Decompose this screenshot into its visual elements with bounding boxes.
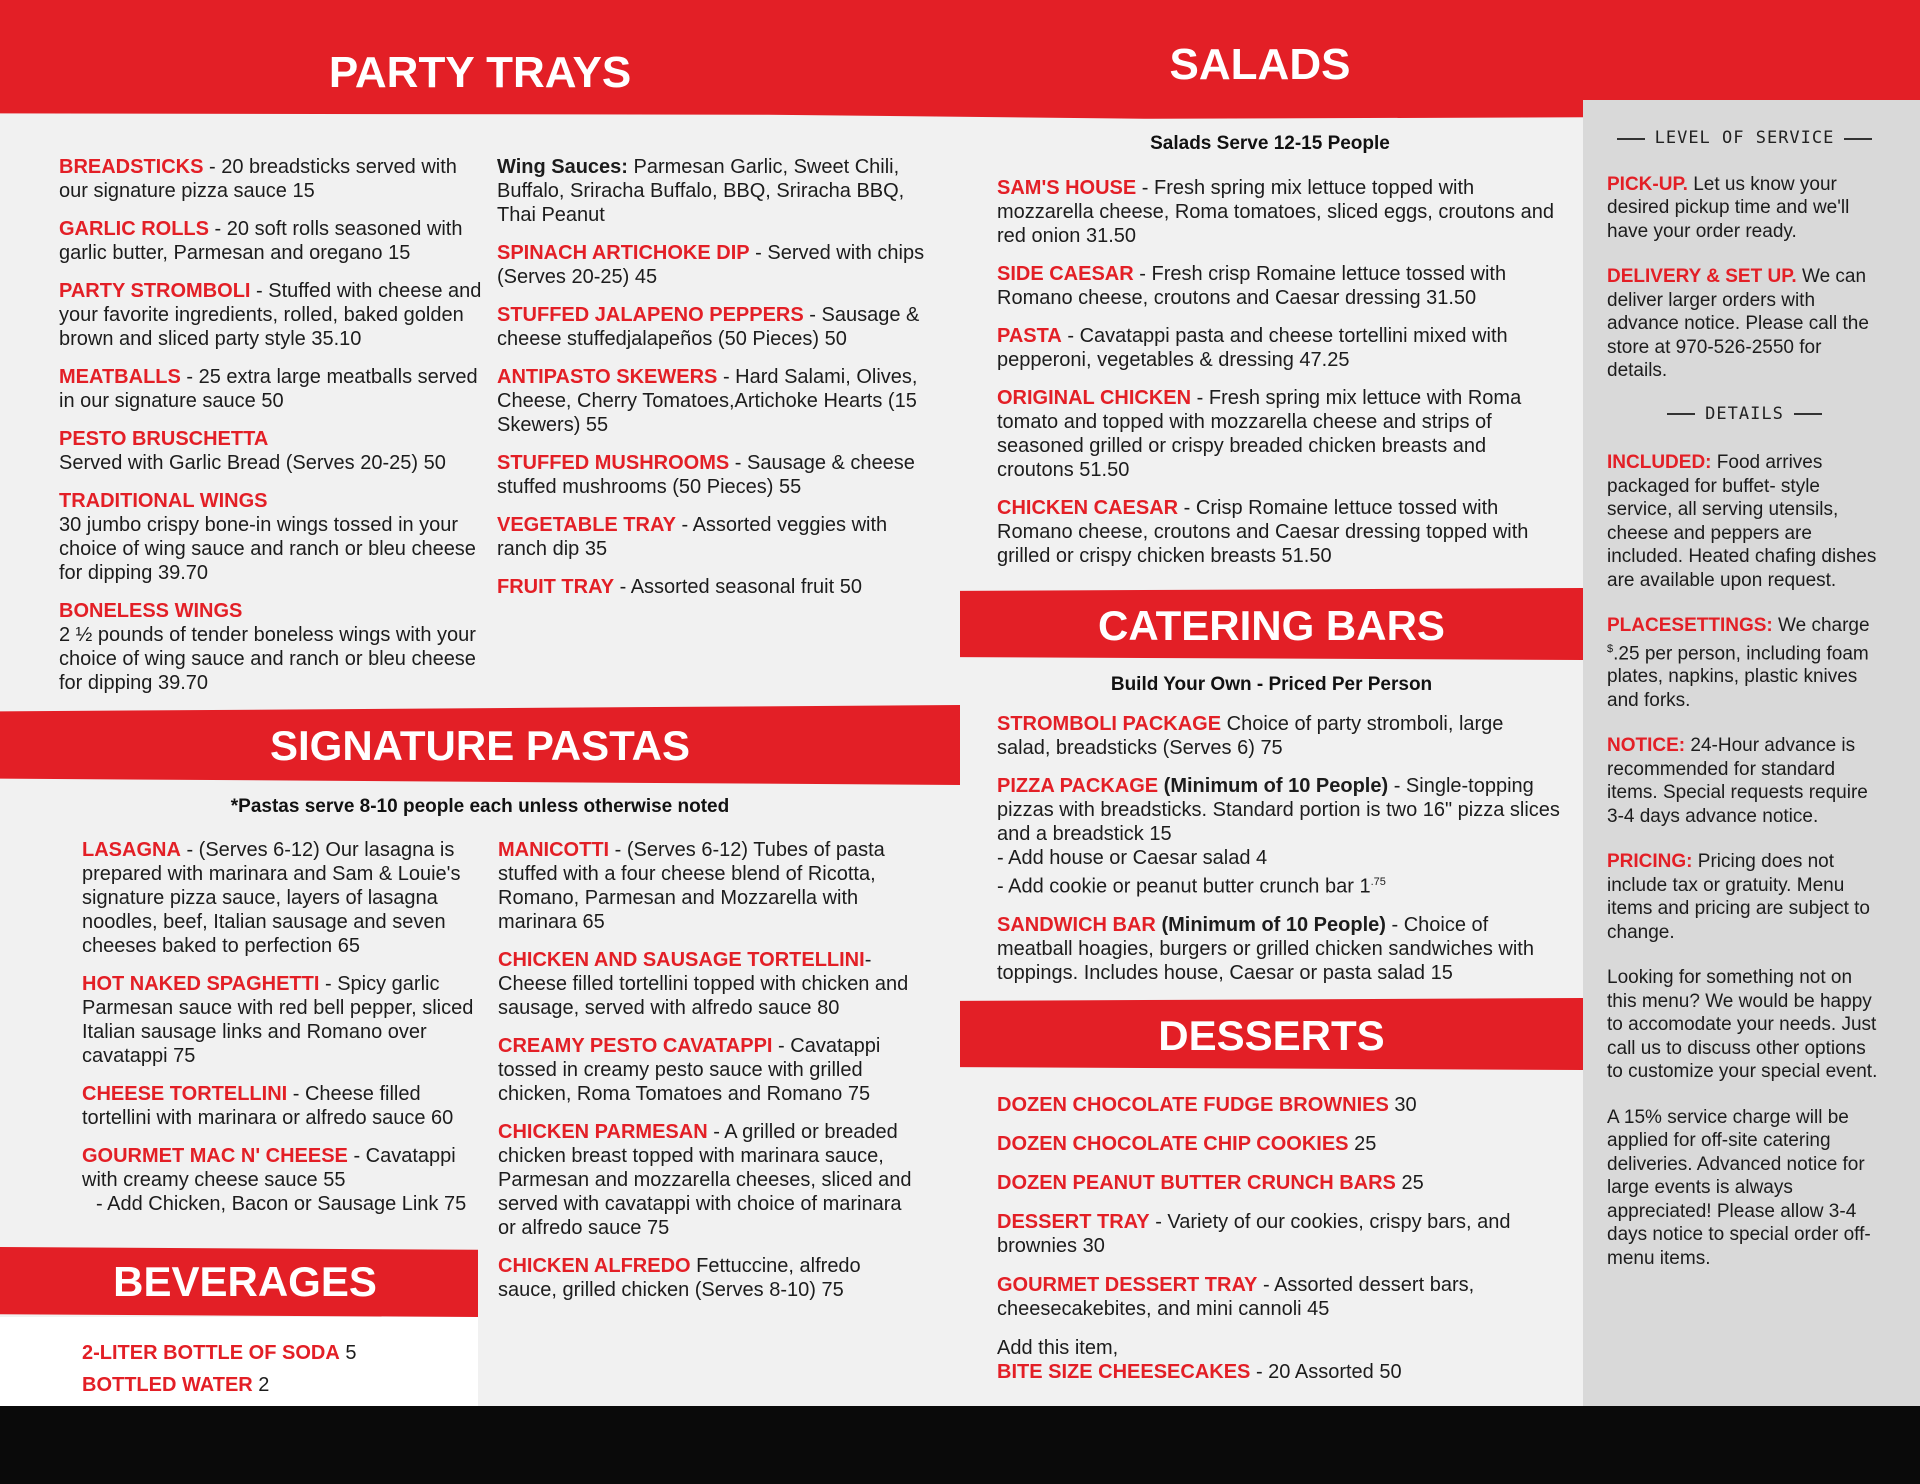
delivery-label: DELIVERY & SET UP. <box>1607 266 1797 287</box>
item-desc: - Spicy garlic Parmesan sauce with red bell pepper, sliced Italian sausage links and Romano over cavatappi 75 <box>82 973 474 1067</box>
pastas-note: *Pastas serve 8-10 people each unless otherwise noted <box>230 796 730 817</box>
menu-item <box>498 948 918 1020</box>
menu-item <box>498 1120 918 1240</box>
item-name: PASTA <box>997 325 1062 347</box>
pizza-addon-cookie <box>997 870 1562 899</box>
sandwich-min: (Minimum of 10 People) <box>1155 913 1386 936</box>
notice-text: 24-Hour advance is recommended for standard items. Special requests require 3-4 days advance notice. <box>1607 735 1868 827</box>
menu-item <box>59 365 484 413</box>
stromboli-package <box>997 712 1562 760</box>
mac-addon: - Add Chicken, Bacon or Sausage Link 75 <box>96 1193 467 1215</box>
pizza-addon-cookie-text: - Add cookie or peanut butter crunch bar 1 <box>997 875 1371 898</box>
item-desc: - Cavatappi tossed in creamy pesto sauce with grilled chicken, Roma Tomatoes and Romano 75 <box>498 1035 881 1105</box>
menu-item <box>82 972 482 1068</box>
menu-item <box>997 262 1557 310</box>
item-desc: - A grilled or breaded chicken breast topped with marinara sauce, Parmesan and mozzarella cheeses, sliced and served with cavatappi with choice of marinara or alfredo sauce 75 <box>498 1121 912 1239</box>
item-desc: - Sausage & cheese stuffedjalapeños (50 Pieces) 50 <box>497 304 920 350</box>
included-text: Food arrives packaged for buffet- style service, all serving utensils, cheese and peppers are included. Heated chafing dishes are available upon request. <box>1607 452 1877 591</box>
item-name: MANICOTTI <box>498 839 610 861</box>
item-desc: - Cheese filled tortellini topped with chicken and sausage, served with alfredo sauce 80 <box>498 949 909 1019</box>
item-desc: 5 <box>339 1342 357 1364</box>
item-name: GOURMET MAC N' CHEESE <box>82 1145 348 1167</box>
item-desc: Served with Garlic Bread (Serves 20-25) 50 <box>59 452 446 474</box>
item-desc: 2 <box>252 1374 270 1396</box>
item-name: ANTIPASTO SKEWERS <box>497 366 718 388</box>
menu-item <box>997 386 1557 482</box>
menu-item <box>997 324 1557 372</box>
heading-rule-right <box>1844 138 1872 140</box>
menu-item <box>497 513 937 561</box>
item-desc: 30 <box>1388 1094 1417 1116</box>
item-desc: Fettuccine, alfredo sauce, grilled chicken (Serves 8-10) 75 <box>498 1255 861 1301</box>
item-desc: - Cheese filled tortellini with marinara or alfredo sauce 60 <box>82 1083 454 1129</box>
item-desc: - Served with chips (Serves 20-25) 45 <box>497 242 925 288</box>
pricing-info <box>1607 850 1882 944</box>
item-name: MEATBALLS <box>59 366 181 388</box>
menu-item <box>59 427 484 475</box>
delivery-text: We can deliver larger orders with advance notice. Please call the store at 970-526-2550 for details. <box>1607 266 1869 381</box>
dollar-sign: $ <box>1607 642 1614 655</box>
menu-item <box>497 451 937 499</box>
item-name: PESTO BRUSCHETTA <box>59 428 269 450</box>
looking-info: Looking for something not on this menu? We would be happy to accomodate your needs. Just call us to discuss other options to customize your special event. <box>1607 967 1878 1083</box>
item-name: BONELESS WINGS <box>59 600 243 622</box>
desserts-list <box>997 1093 1557 1384</box>
menu-item <box>59 489 484 585</box>
menu-item <box>59 217 484 265</box>
wing-sauces-text: Parmesan Garlic, Sweet Chili, Buffalo, Sriracha Buffalo, BBQ, Sriracha BBQ, Thai Peanut <box>497 156 905 226</box>
item-name: GOURMET DESSERT TRAY <box>997 1274 1258 1296</box>
item-desc: - Fresh spring mix lettuce with Roma tomato and topped with mozzarella cheese and strips of seasoned grilled or crispy breaded chicken breasts and croutons 51.50 <box>997 387 1522 481</box>
menu-item <box>82 1082 482 1130</box>
pickup-label: PICK-UP. <box>1607 173 1688 195</box>
beverages-title: BEVERAGES <box>113 1258 377 1305</box>
sandwich-name: SANDWICH BAR <box>997 913 1156 936</box>
item-name: CHICKEN PARMESAN <box>498 1121 708 1143</box>
item-name: BREADSTICKS <box>59 156 204 178</box>
item-name: ORIGINAL CHICKEN <box>997 387 1192 409</box>
placesettings-label: PLACESETTINGS: <box>1607 615 1773 636</box>
item-name: FRUIT TRAY <box>497 576 615 598</box>
item-desc: - (Serves 6-12) Our lasagna is prepared with marinara and Sam & Louie's signature pizza sauce, layers of lasagna noodles, beef, Italian sausage and seven cheeses baked to perfection 65 <box>82 839 461 957</box>
wing-sauces-label: Wing Sauces: <box>497 156 628 178</box>
item-name: TRADITIONAL WINGS <box>59 490 268 512</box>
placesettings-info <box>1607 614 1882 712</box>
item-desc: - Fresh spring mix lettuce topped with mozzarella cheese, Roma tomatoes, sliced eggs, croutons and red onion 31.50 <box>997 177 1554 247</box>
item-desc: - 25 extra large meatballs served in our signature sauce 50 <box>59 366 478 412</box>
level-of-service-heading <box>1607 127 1882 151</box>
item-desc: - Sausage & cheese stuffed mushrooms (50 Pieces) 55 <box>497 452 915 498</box>
menu-item <box>59 599 484 695</box>
item-desc: - Assorted dessert bars, cheesecakebites, and mini cannoli 45 <box>997 1274 1475 1320</box>
salads-list <box>997 176 1557 582</box>
pastas-title: SIGNATURE PASTAS <box>269 722 691 769</box>
stromboli-name: STROMBOLI PACKAGE <box>997 713 1222 735</box>
menu-item <box>82 1338 462 1368</box>
item-desc: 25 <box>1348 1133 1377 1155</box>
item-desc: - 20 breadsticks served with our signature pizza sauce 15 <box>59 156 457 202</box>
item-desc: 25 <box>1395 1172 1424 1194</box>
bottom-bar <box>0 1406 1920 1484</box>
item-name: DESSERT TRAY <box>997 1211 1150 1233</box>
placesettings-text-1: We charge <box>1772 615 1870 636</box>
item-desc: - Hard Salami, Olives, Cheese, Cherry Tomatoes,Artichoke Hearts (15 Skewers) 55 <box>497 366 918 436</box>
dessert-add-text: Add this item, <box>997 1337 1119 1359</box>
salads-title: SALADS <box>1169 40 1351 89</box>
item-name: CHEESE TORTELLINI <box>82 1083 288 1105</box>
pickup-text: Let us know your desired pickup time and we'll have your order ready. <box>1607 173 1850 242</box>
party-trays-left <box>59 155 484 709</box>
placesettings-text-2: .25 per person, including foam plates, napkins, plastic knives and forks. <box>1607 642 1869 711</box>
item-name: DOZEN CHOCOLATE FUDGE BROWNIES <box>997 1094 1389 1116</box>
details-text: DETAILS <box>1705 403 1784 424</box>
menu-item <box>497 575 937 599</box>
item-desc: - Crisp Romaine lettuce tossed with Romano cheese, croutons and Caesar dressing topped with grilled or crispy chicken breasts 51.50 <box>997 497 1529 567</box>
item-desc: - 20 soft rolls seasoned with garlic butter, Parmesan and oregano 15 <box>59 218 463 264</box>
pizza-addon-cookie-cents: .75 <box>1370 876 1386 888</box>
notice-label: NOTICE: <box>1607 735 1686 757</box>
heading-rule-left <box>1667 413 1695 415</box>
item-name: DOZEN CHOCOLATE CHIP COOKIES <box>997 1133 1349 1155</box>
heading-rule-right <box>1794 413 1822 415</box>
bite-desc: - 20 Assorted 50 <box>1250 1361 1402 1383</box>
item-name: LASAGNA <box>82 839 181 861</box>
item-desc: - Assorted seasonal fruit 50 <box>614 576 862 598</box>
menu-item <box>997 1210 1557 1258</box>
menu-item <box>498 838 918 934</box>
item-desc: - Stuffed with cheese and your favorite ingredients, rolled, baked golden brown and sliced party style 35.10 <box>59 280 482 350</box>
catering-title: CATERING BARS <box>1098 602 1445 649</box>
item-name: STUFFED JALAPENO PEPPERS <box>497 304 804 326</box>
item-name: CHICKEN ALFREDO <box>498 1255 691 1277</box>
menu-item <box>497 365 937 437</box>
item-name: SIDE CAESAR <box>997 263 1134 285</box>
pricing-label: PRICING: <box>1607 851 1693 873</box>
delivery-info <box>1607 265 1882 383</box>
pastas-left <box>82 838 482 1216</box>
item-name: HOT NAKED SPAGHETTI <box>82 973 320 995</box>
item-name: PARTY STROMBOLI <box>59 280 251 302</box>
pizza-min: (Minimum of 10 People) <box>1158 775 1389 797</box>
level-of-service-text: LEVEL OF SERVICE <box>1654 128 1835 148</box>
service-panel <box>1583 100 1920 1406</box>
menu-item <box>997 1132 1557 1156</box>
pizza-desc: - Single-topping pizzas with breadsticks. Standard portion is two 16" pizza slices and a breadstick 15 <box>997 775 1560 845</box>
item-name: SPINACH ARTICHOKE DIP <box>497 242 750 264</box>
item-name: 2-LITER BOTTLE OF SODA <box>82 1342 340 1364</box>
item-name: SAM'S HOUSE <box>997 177 1137 199</box>
wing-sauces <box>497 155 937 227</box>
catering-note: Build Your Own - Priced Per Person <box>1110 674 1433 695</box>
menu-item <box>997 1171 1557 1195</box>
item-desc: - Fresh crisp Romaine lettuce tossed with Romano cheese, croutons and Caesar dressing 31.50 <box>997 263 1507 309</box>
menu-item <box>997 1093 1557 1117</box>
menu-item <box>997 1273 1557 1321</box>
pastas-right <box>498 838 918 1316</box>
menu-item <box>997 176 1557 248</box>
item-name: CREAMY PESTO CAVATAPPI <box>498 1035 773 1057</box>
catering-list <box>997 712 1562 999</box>
included-label: INCLUDED: <box>1607 452 1712 473</box>
menu-item <box>497 303 937 351</box>
menu-item <box>82 1144 482 1192</box>
desserts-title: DESSERTS <box>1158 1012 1385 1059</box>
item-name: CHICKEN CAESAR <box>997 497 1179 519</box>
sandwich-desc: - Choice of meatball hoagies, burgers or grilled chicken sandwiches with toppings. Includes house, Caesar or pasta salad 15 <box>997 913 1534 984</box>
details-heading <box>1607 403 1882 427</box>
menu-item <box>498 1034 918 1106</box>
service-charge-info: A 15% service charge will be applied for off-site catering deliveries. Advanced notice for large events is always appreciated! Please allow 3-4 days notice to special order off-menu items. <box>1607 1106 1871 1269</box>
sandwich-bar <box>997 913 1562 985</box>
item-name: VEGETABLE TRAY <box>497 514 676 536</box>
pizza-addon-salad: - Add house or Caesar salad 4 <box>997 847 1268 869</box>
party-trays-title: PARTY TRAYS <box>328 48 632 97</box>
item-name: BOTTLED WATER <box>82 1374 253 1396</box>
item-desc: - (Serves 6-12) Tubes of pasta stuffed with a four cheese blend of Ricotta, Romano, Parmesan and Mozzarella with marinara 65 <box>498 839 885 933</box>
item-desc: - Cavatappi with creamy cheese sauce 55 <box>82 1145 456 1191</box>
item-name: STUFFED MUSHROOMS <box>497 452 730 474</box>
menu-item <box>82 838 482 958</box>
pricing-text: Pricing does not include tax or gratuity. Menu items and pricing are subject to change. <box>1607 851 1870 943</box>
menu-item <box>498 1254 918 1302</box>
menu-item <box>997 496 1557 568</box>
included-info <box>1607 451 1882 592</box>
item-desc: - Cavatappi pasta and cheese tortellini mixed with pepperoni, vegetables & dressing 47.25 <box>997 325 1508 371</box>
pickup-info <box>1607 173 1882 244</box>
party-trays-right <box>497 155 937 613</box>
item-desc: - Assorted veggies with ranch dip 35 <box>497 514 888 560</box>
notice-info <box>1607 734 1882 828</box>
pizza-name: PIZZA PACKAGE <box>997 775 1159 797</box>
heading-rule-left <box>1617 138 1645 140</box>
bite-name: BITE SIZE CHEESECAKES <box>997 1361 1251 1383</box>
item-name: CHICKEN AND SAUSAGE TORTELLINI <box>498 949 865 971</box>
salads-note: Salads Serve 12-15 People <box>1150 133 1390 154</box>
item-desc: 2 ½ pounds of tender boneless wings with your choice of wing sauce and ranch or bleu cheese for dipping 39.70 <box>59 624 476 694</box>
menu-item <box>59 279 484 351</box>
menu-item <box>82 1370 462 1400</box>
menu-item <box>497 241 937 289</box>
item-desc: - Variety of our cookies, crispy bars, and brownies 30 <box>997 1211 1511 1257</box>
item-name: GARLIC ROLLS <box>59 218 209 240</box>
item-desc: 30 jumbo crispy bone-in wings tossed in your choice of wing sauce and ranch or bleu cheese for dipping 39.70 <box>59 514 476 584</box>
bite-size-cheesecakes <box>997 1360 1557 1384</box>
beverages-list <box>82 1338 462 1402</box>
item-name: DOZEN PEANUT BUTTER CRUNCH BARS <box>997 1172 1396 1194</box>
menu-item <box>59 155 484 203</box>
pizza-package <box>997 774 1562 899</box>
stromboli-desc: Choice of party stromboli, large salad, breadsticks (Serves 6) 75 <box>997 713 1504 759</box>
